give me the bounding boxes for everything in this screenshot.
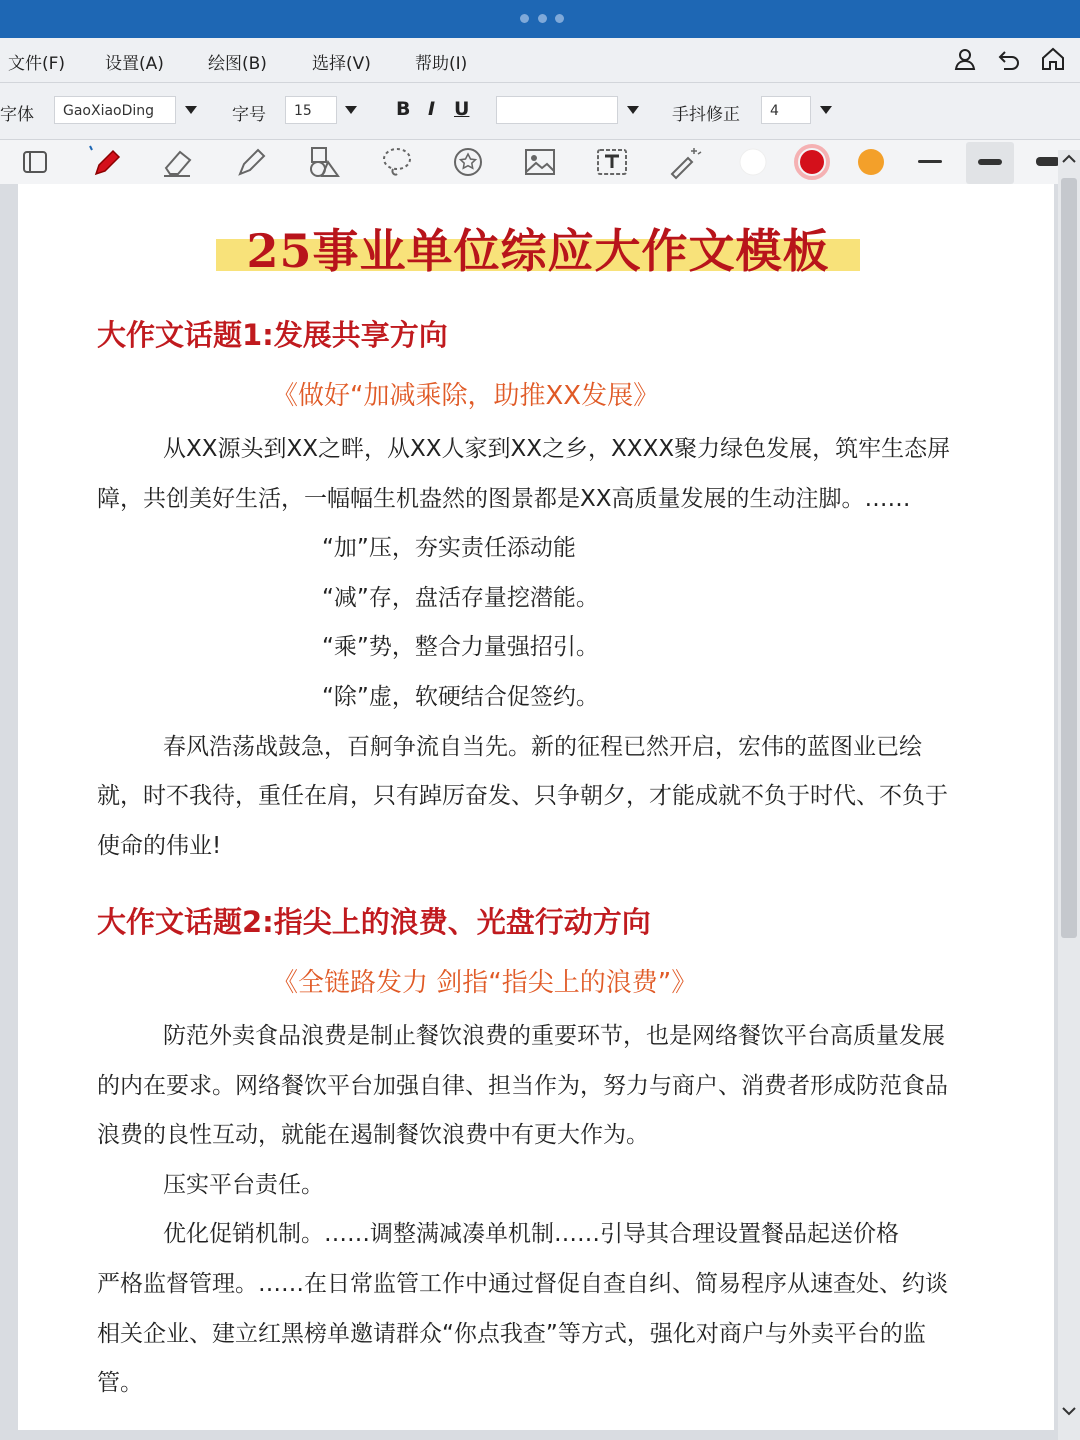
color-red-selected[interactable] bbox=[792, 142, 832, 182]
drawing-toolbar bbox=[0, 140, 1080, 184]
topic1-list-item: “加”压，夯实责任添动能 bbox=[322, 535, 576, 561]
topic1-conclusion: 就，时不我待，重任在肩，只有踔厉奋发、只争朝夕，才能成就不负于时代、不负于 bbox=[97, 783, 948, 809]
menu-file[interactable]: 文件(F) bbox=[8, 54, 66, 74]
stroke-thin-icon[interactable] bbox=[910, 142, 950, 182]
user-icon[interactable] bbox=[952, 46, 978, 72]
topic2-point: 管。 bbox=[97, 1370, 143, 1396]
scroll-down-icon[interactable] bbox=[1059, 1402, 1079, 1420]
topic2-heading: 大作文话题2:指尖上的浪费、光盘行动方向 bbox=[97, 905, 651, 939]
topic1-subtitle: 《做好“加减乘除，助推XX发展》 bbox=[272, 381, 660, 411]
stroke-thick-icon[interactable] bbox=[1030, 142, 1058, 182]
menu-help[interactable]: 帮助(I) bbox=[415, 54, 468, 74]
topic1-conclusion: 春风浩荡战鼓急，百舸争流自当先。新的征程已然开启，宏伟的蓝图业已绘 bbox=[163, 734, 922, 760]
topic1-list-item: “乘”势，整合力量强招引。 bbox=[322, 634, 599, 660]
shapes-icon[interactable] bbox=[304, 142, 344, 182]
topic2-paragraph: 防范外卖食品浪费是制止餐饮浪费的重要环节，也是网络餐饮平台高质量发展 bbox=[163, 1023, 945, 1049]
size-select[interactable]: 15 bbox=[285, 96, 337, 124]
italic-button[interactable]: I bbox=[428, 98, 436, 120]
topic2-point: 优化促销机制。……调整满减凑单机制……引导其合理设置餐品起送价格 bbox=[163, 1221, 899, 1247]
topic1-paragraph: 障，共创美好生活，一幅幅生机盎然的图景都是XX高质量发展的生动注脚。…… bbox=[97, 486, 911, 512]
laser-pointer-icon[interactable] bbox=[664, 142, 704, 182]
chevron-down-icon[interactable] bbox=[337, 96, 365, 124]
font-label: 字体 bbox=[0, 105, 34, 125]
topic2-paragraph: 浪费的良性互动，就能在遏制餐饮浪费中有更大作为。 bbox=[97, 1122, 649, 1148]
topic1-list-item: “减”存，盘活存量挖潜能。 bbox=[322, 585, 599, 611]
menu-draw[interactable]: 绘图(B) bbox=[208, 54, 267, 74]
menu-settings[interactable]: 设置(A) bbox=[105, 54, 164, 74]
format-toolbar bbox=[0, 83, 1080, 140]
underline-button[interactable]: U bbox=[454, 98, 470, 120]
window-titlebar bbox=[0, 0, 1080, 38]
menu-bar bbox=[0, 38, 1080, 83]
color-orange[interactable] bbox=[851, 142, 891, 182]
tremor-select[interactable]: 4 bbox=[761, 96, 811, 124]
undo-icon[interactable] bbox=[996, 46, 1022, 72]
topic1-paragraph: 从XX源头到XX之畔，从XX人家到XX之乡，XXXX聚力绿色发展，筑牢生态屏 bbox=[163, 436, 951, 462]
color-white[interactable] bbox=[733, 142, 773, 182]
title-text: 25事业单位综应大作文模板 bbox=[246, 224, 830, 278]
more-dots-icon[interactable] bbox=[520, 14, 564, 24]
size-label: 字号 bbox=[232, 105, 266, 125]
pen-icon[interactable] bbox=[86, 142, 126, 182]
chevron-down-icon[interactable] bbox=[177, 96, 205, 124]
image-icon[interactable] bbox=[520, 142, 560, 182]
stroke-medium-icon bbox=[966, 142, 1014, 184]
topic2-point: 压实平台责任。 bbox=[163, 1172, 324, 1198]
topic1-heading: 大作文话题1:发展共享方向 bbox=[97, 318, 448, 352]
menu-select[interactable]: 选择(V) bbox=[312, 54, 371, 74]
topic2-point: 相关企业、建立红黑榜单邀请群众“你点我查”等方式，强化对商户与外卖平台的监 bbox=[97, 1321, 926, 1347]
document-title bbox=[216, 215, 860, 278]
scroll-up-icon[interactable] bbox=[1059, 150, 1079, 168]
topic2-paragraph: 的内在要求。网络餐饮平台加强自律、担当作为，努力与商户、消费者形成防范食品 bbox=[97, 1073, 948, 1099]
scrollbar[interactable] bbox=[1058, 150, 1080, 1440]
topic2-subtitle: 《全链路发力 剑指“指尖上的浪费”》 bbox=[272, 968, 698, 998]
chevron-down-icon[interactable] bbox=[812, 96, 840, 124]
sticker-icon[interactable] bbox=[448, 142, 488, 182]
topic1-conclusion: 使命的伟业! bbox=[97, 833, 222, 859]
eraser-icon[interactable] bbox=[158, 142, 198, 182]
chevron-down-icon[interactable] bbox=[619, 96, 647, 124]
lasso-icon[interactable] bbox=[377, 142, 417, 182]
bold-button[interactable]: B bbox=[396, 98, 411, 120]
scrollbar-thumb[interactable] bbox=[1061, 178, 1077, 938]
stroke-medium-selected[interactable] bbox=[966, 142, 1014, 184]
sidebar-toggle-icon[interactable] bbox=[16, 142, 56, 182]
textbox-icon[interactable] bbox=[592, 142, 632, 182]
topic2-point: 严格监督管理。……在日常监管工作中通过督促自查自纠、简易程序从速查处、约谈 bbox=[97, 1271, 948, 1297]
home-icon[interactable] bbox=[1040, 46, 1066, 72]
color-select[interactable] bbox=[496, 96, 618, 124]
tremor-label: 手抖修正 bbox=[672, 105, 740, 125]
topic1-list-item: “除”虚，软硬结合促签约。 bbox=[322, 684, 599, 710]
font-select[interactable]: GaoXiaoDing bbox=[54, 96, 176, 124]
highlighter-icon[interactable] bbox=[232, 142, 272, 182]
